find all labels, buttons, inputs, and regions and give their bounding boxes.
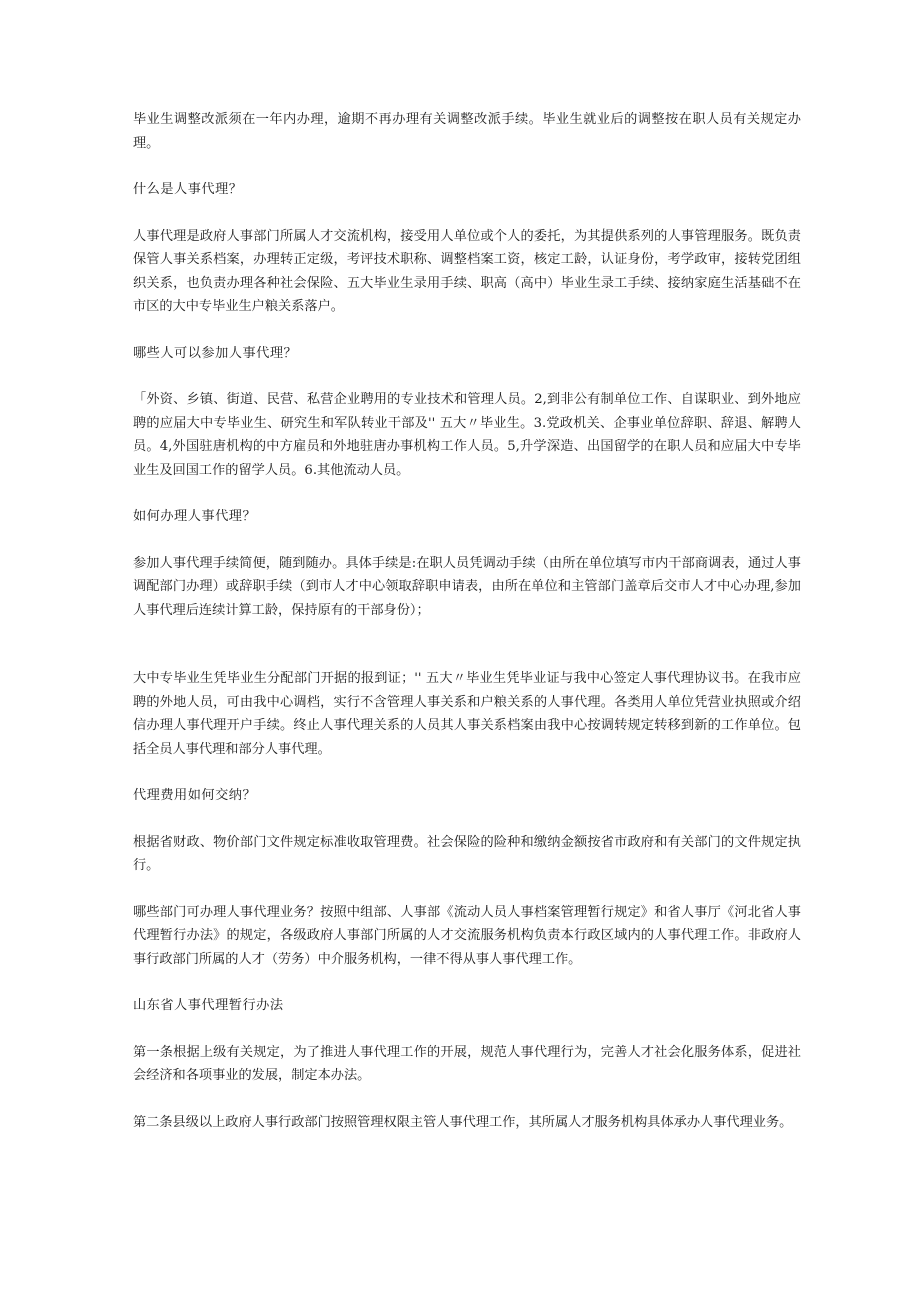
paragraph-graduates: 大中专毕业生凭毕业生分配部门开据的报到证；'' 五大〃毕业生凭毕业证与我中心签定人事代理协议书。在我市应聘的外地人员，可由我中心调档，实行不含管理人事关系和户粮关系的人事代理。各类用人单位凭营业执照或介绍信办理人事代理开户手续。终止人事代理关系的人员其人事关系档案由我中心按调转规定转移到新的工作单位。包括全员人事代理和部分人事代理。 [133,671,801,757]
paragraph-article-1: 第一条根据上级有关规定，为了推进人事代理工作的开展，规范人事代理行为，完善人才社会化服务体系，促进社会经济和各项事业的发展，制定本办法。 [133,1044,801,1083]
document-body [133,108,801,1157]
heading-who-can: 哪些人可以参加人事代理？ [133,345,298,361]
paragraph-article-2: 第二条县级以上政府人事行政部门按照管理权限主管人事代理工作，其所属人才服务机构具体承办人事代理业务。 [133,1114,793,1130]
paragraph-definition: 人事代理是政府人事部门所属人才交流机构，接受用人单位或个人的委托，为其提供系列的人事管理服务。既负责保管人事关系档案，办理转正定级，考评技术职称、调整档案工资，核定工龄，认证身份，考学政审，接转党团组织关系，也负责办理各种社会保险、五大毕业生录用手续、职高（高中）毕业生录工手续、接纳家庭生活基础不在市区的大中专毕业生户粮关系落户。 [133,228,801,314]
paragraph-authorized-departments: 哪些部门可办理人事代理业务？按照中组部、人事部《流动人员人事档案管理暂行规定》和省人事厅《河北省人事代理暂行办法》的规定，各级政府人事部门所属的人才交流服务机构负责本行政区域内的人事代理工作。非政府人事行政部门所属的人才（劳务）中介服务机构，一律不得从事人事代理工作。 [133,904,801,967]
paragraph-fee-standard: 根据省财政、物价部门文件规定标准收取管理费。社会保险的险种和缴纳金额按省市政府和有关部门的文件规定执行。 [133,834,801,873]
heading-what-is: 什么是人事代理？ [133,182,243,197]
paragraph-procedure: 参加人事代理手续简便，随到随办。具体手续是:在职人员凭调动手续（由所在单位填写市内干部商调表，通过人事调配部门办理）或辞职手续（到市人才中心领取辞职申请表，由所在单位和主管部门盖章后交市人才中心办理,参加人事代理后连续计算工龄，保持原有的干部身份）； [133,555,801,618]
paragraph-eligible-people: 「外资、乡镇、街道、民营、私营企业聘用的专业技术和管理人员。2,到非公有制单位工作、自谋职业、到外地应聘的应届大中专毕业生、研究生和军队转业干部及'' 五大〃毕业生。3.党政机关、企事业单位辞职、辞退、解聘人员。4,外国驻唐机构的中方雇员和外地驻唐办事机构工作人员。5,升学深造、出国留学的在职人员和应届大中专毕业生及回国工作的留学人员。6.其他流动人员。 [133,392,801,478]
heading-shandong-measures: 山东省人事代理暂行办法 [133,998,284,1013]
heading-fees: 代理费用如何交纳？ [133,788,257,803]
paragraph-adjustment: 毕业生调整改派须在一年内办理，逾期不再办理有关调整改派手续。毕业生就业后的调整按在职人员有关规定办理。 [133,112,801,151]
spacer [133,645,801,667]
heading-how-to: 如何办理人事代理？ [133,509,257,524]
